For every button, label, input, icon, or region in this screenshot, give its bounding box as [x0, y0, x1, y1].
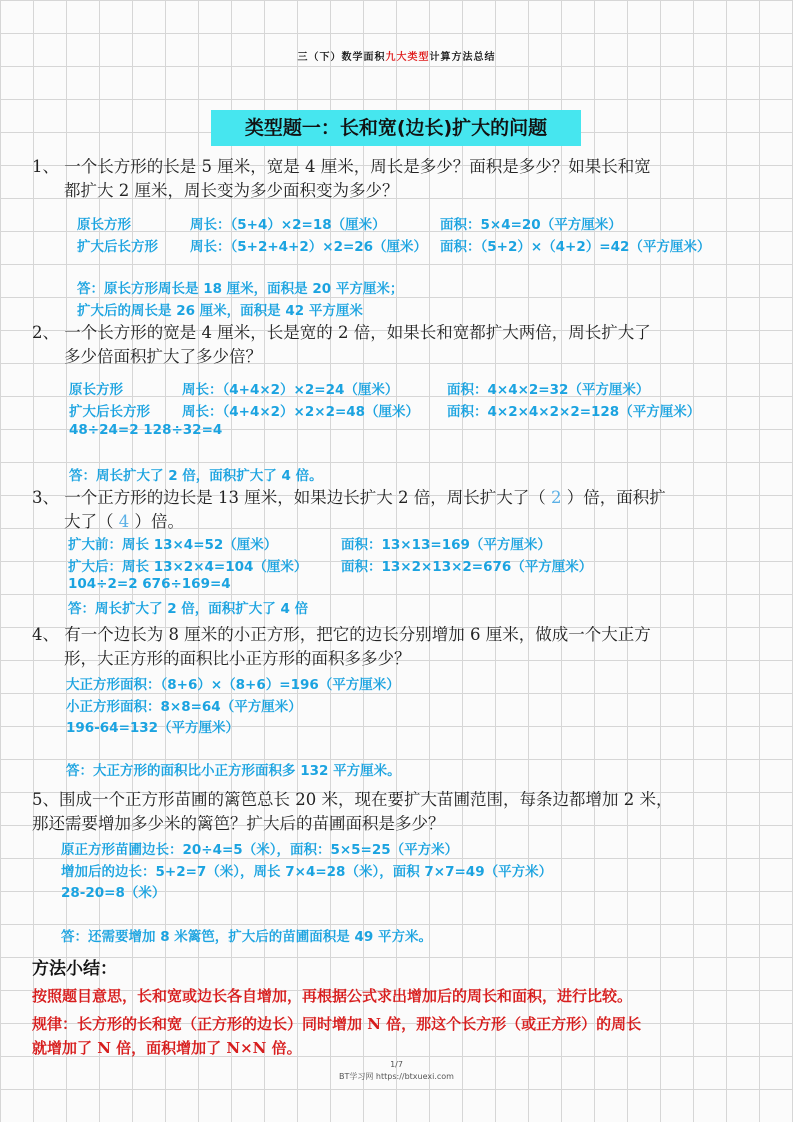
q3-answer-r2c2: 面积：13×2×13×2=676（平方厘米） [341, 559, 593, 575]
title-part2: 计算方法总结 [429, 52, 496, 63]
q3-line1-text-b: ）倍，面积扩 [566, 488, 666, 507]
q1-answer-ans2: 扩大后的周长是 26 厘米，面积是 42 平方厘米 [77, 303, 363, 319]
q2-answer-r3: 48÷24=2 128÷32=4 [69, 422, 223, 438]
q3-answer-r1c1: 扩大前：周长 13×4=52（厘米） [68, 537, 278, 553]
q1-answer-r1c3: 面积：5×4=20（平方厘米） [440, 217, 622, 233]
q1-answer-r2c2: 周长：（5+2+4+2）×2=26（厘米） [190, 239, 428, 255]
q1-answer-r1c2: 周长：（5+4）×2=18（厘米） [190, 217, 386, 233]
summary-heading: 方法小结： [32, 959, 117, 979]
footer-link[interactable]: BT学习网 https://btxuexi.com [339, 1072, 454, 1081]
q2-answer-r1c2: 周长：（4+4×2）×2=24（厘米） [182, 382, 399, 398]
q2-answer-ans: 答：周长扩大了 2 倍，面积扩大了 4 倍。 [69, 468, 323, 484]
summary-paragraph-2-line2: 就增加了 N 倍，面积增加了 N×N 倍。 [32, 1039, 302, 1057]
q4-answer-r1: 大正方形面积：（8+6）×（8+6）=196（平方厘米） [66, 677, 400, 693]
q1-answer-ans1: 答：原长方形周长是 18 厘米，面积是 20 平方厘米； [77, 281, 404, 297]
q2-line1: 2、 一个长方形的宽是 4 厘米，长是宽的 2 倍，如果长和宽都扩大两倍，周长扩大了 [32, 323, 651, 342]
page-number: 1/7 [390, 1060, 403, 1069]
q1-line1: 1、 一个长方形的长是 5 厘米，宽是 4 厘米，周长是多少？面积是多少？如果长和宽 [32, 157, 651, 176]
summary-paragraph-1: 按照题目意思，长和宽或边长各自增加，再根据公式求出增加后的周长和面积，进行比较。 [32, 987, 633, 1005]
q3-answer-r1c2: 面积：13×13=169（平方厘米） [341, 537, 551, 553]
q4-answer-ans: 答：大正方形的面积比小正方形面积多 132 平方厘米。 [66, 763, 401, 779]
q3-line2 [64, 509, 184, 534]
q4-line1: 4、 有一个边长为 8 厘米的小正方形，把它的边长分别增加 6 厘米，做成一个大正方 [32, 625, 651, 644]
q3-answer-r2c1: 扩大后：周长 13×2×4=104（厘米） [68, 559, 308, 575]
q4-answer-r2: 小正方形面积：8×8=64（平方厘米） [66, 699, 302, 715]
q5-answer-r3: 28-20=8（米） [61, 885, 166, 901]
q5-answer-r1: 原正方形苗圃边长：20÷4=5（米），面积：5×5=25（平方米） [61, 842, 459, 858]
q2-answer-r2c1: 扩大后长方形 [69, 404, 150, 420]
q1-answer-r2c3: 面积：（5+2）×（4+2）=42（平方厘米） [440, 239, 711, 255]
q3-answer-r3: 104÷2=2 676÷169=4 [68, 576, 231, 592]
q2-answer-r2c3: 面积：4×2×4×2×2=128（平方厘米） [447, 404, 701, 420]
q3-line2-text-a: 大了（ [64, 512, 114, 531]
title-part1: 三（下）数学面积 [297, 52, 386, 63]
q3-line1-text-a: 3、 一个正方形的边长是 13 厘米，如果边长扩大 2 倍，周长扩大了（ [32, 488, 546, 507]
section-subtitle: 类型题一：长和宽(边长)扩大的问题 [211, 110, 581, 146]
title-highlight: 九大类型 [385, 52, 430, 63]
q3-line1 [32, 485, 666, 510]
q5-line2: 那还需要增加多少米的篱笆？扩大后的苗圃面积是多少？ [32, 814, 445, 833]
q5-line1: 5、围成一个正方形苗圃的篱笆总长 20 米，现在要扩大苗圃范围，每条边都增加 2 米， [32, 790, 673, 809]
q2-answer-r2c2: 周长：（4+4×2）×2×2=48（厘米） [182, 404, 420, 420]
summary-paragraph-2-line1: 规律：长方形的长和宽（正方形的边长）同时增加 N 倍，那这个长方形（或正方形）的周长 [32, 1015, 642, 1033]
page-title [0, 48, 793, 63]
q3-blank1: 2 [545, 488, 567, 507]
q3-answer-ans: 答：周长扩大了 2 倍，面积扩大了 4 倍 [68, 601, 309, 617]
q1-answer-r2c1: 扩大后长方形 [77, 239, 158, 255]
q1-answer-r1c1: 原长方形 [77, 217, 131, 233]
q2-answer-r1c3: 面积：4×4×2=32（平方厘米） [447, 382, 650, 398]
q5-answer-r2: 增加后的边长：5+2=7（米），周长 7×4=28（米），面积 7×7=49（平方米） [61, 864, 553, 880]
q3-line2-text-b: ）倍。 [134, 512, 184, 531]
q2-answer-r1c1: 原长方形 [69, 382, 123, 398]
q3-blank2: 4 [113, 512, 135, 531]
q4-line2: 形，大正方形的面积比小正方形的面积多多少？ [64, 649, 411, 668]
q2-line2: 多少倍面积扩大了多少倍？ [64, 347, 262, 366]
q4-answer-r3: 196-64=132（平方厘米） [66, 720, 240, 736]
q5-answer-ans: 答：还需要增加 8 米篱笆，扩大后的苗圃面积是 49 平方米。 [61, 929, 432, 945]
q1-line2: 都扩大 2 厘米，周长变为多少面积变为多少？ [64, 181, 399, 200]
